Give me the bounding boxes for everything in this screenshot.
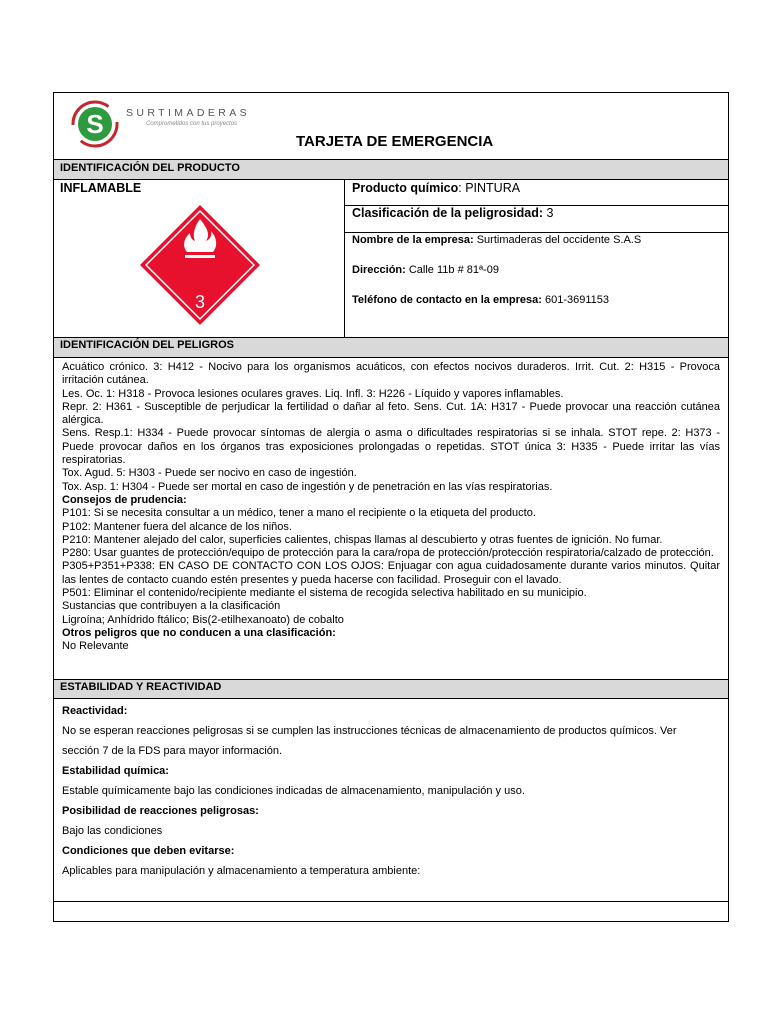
hazard-line: Repr. 2: H361 - Susceptible de perjudicar la fertilidad o dañar al feto. Sens. Cut. 1A: H317 - Puede provocar una reacción cutánea alérgica. [62,400,720,427]
precaution-line: P102: Mantener fuera del alcance de los niños. [62,520,292,533]
phone-value: 601-3691153 [541,294,609,306]
hazard-line: Tox. Agud. 5: H303 - Puede ser nocivo en caso de ingestión. [62,467,357,480]
precaution-line: P101: Si se necesita consultar a un médico, tener a mano el recipiente o la etiqueta del producto. [62,507,536,520]
stability-list [62,701,720,881]
row-divider [344,232,728,233]
hazard-label: INFLAMABLE [60,181,142,195]
address-row [352,264,499,277]
hazard-line: Sens. Resp.1: H334 - Puede provocar síntomas de alergia o asma o dificultades respiratorias si se inhala. STOT repe. 2: H373 - Puede provocar daños en los órganos tras exposiciones prolongadas o repetidas. STOT única 3: H335 - Puede irritar las vías respiratorias. [62,427,720,467]
flammable-placard-icon [138,203,262,327]
company-row [352,234,641,247]
product-section-heading: IDENTIFICACIÓN DEL PRODUCTO [54,159,728,180]
classification-label: Clasificación de la peligrosidad: [352,206,544,220]
surtimaderas-logo-icon [70,99,120,149]
stability-heading: Estabilidad química: [62,765,169,777]
hazard-line: Les. Oc. 1: H318 - Provoca lesiones oculares graves. Liq. Infl. 3: H226 - Líquido y vapores inflamables. [62,387,564,400]
card-header [54,93,728,159]
phone-row [352,294,609,307]
stability-line: Bajo las condiciones [62,825,163,837]
chemical-value: : PINTURA [458,181,521,195]
company-logo [70,99,270,151]
placard-number: 3 [194,292,206,312]
company-value: Surtimaderas del occidente S.A.S [473,234,642,246]
brand-tagline: Comprometidos con tus proyectos [146,121,238,127]
stability-line: sección 7 de la FDS para mayor información. [62,745,283,757]
address-value: Calle 11b # 81ª-09 [405,264,499,276]
page-title: TARJETA DE EMERGENCIA [296,133,494,150]
precaution-line: P280: Usar guantes de protección/equipo de protección para la cara/ropa de protección/protección respiratoria/calzado de protección. [62,547,714,560]
precaution-line: P210: Mantener alejado del calor, superficies calientes, chispas llamas al descubierto y otras fuentes de ignición. No fumar. [62,533,663,546]
brand-name: SURTIMADERAS [126,107,251,119]
emergency-card [53,92,729,922]
precautions-heading: Consejos de prudencia: [62,493,187,506]
stability-line: Estable químicamente bajo las condiciones indicadas de almacenamiento, manipulación y uso. [62,785,525,797]
address-label: Dirección: [352,264,406,276]
hazard-line: Tox. Asp. 1: H304 - Puede ser mortal en caso de ingestión y de penetración en las vías respiratorias. [62,480,553,493]
precaution-line: P305+P351+P338: EN CASO DE CONTACTO CON LOS OJOS: Enjuagar con agua cuidadosamente durante varios minutos. Quitar las lentes de contacto cuando estén presentes y pueda hacerse con facilidad. Proseguir con el lavado. [62,560,720,586]
bottom-row-divider [54,901,728,902]
classification-value: 3 [543,206,554,220]
product-divider [344,180,345,337]
stability-heading: Reactividad: [62,705,128,717]
precaution-line: P501: Eliminar el contenido/recipiente mediante el sistema de recogida selectiva habilitado en su municipio. [62,587,587,600]
classification-row [352,207,553,220]
stability-heading: Condiciones que deben evitarse: [62,845,235,857]
chemical-label: Producto químico [352,181,459,195]
hazard-line: Acuático crónico. 3: H412 - Nocivo para los organismos acuáticos, con efectos nocivos duraderos. Irrit. Cut. 2: H315 - Provoca irritación cutánea. [62,361,720,387]
chemical-row [352,182,520,195]
other-hazards-line: No Relevante [62,640,129,653]
hazards-list [62,361,720,654]
hazards-section-heading: IDENTIFICACIÓN DEL PELIGROS [54,337,728,358]
stability-heading: Posibilidad de reacciones peligrosas: [62,805,259,817]
stability-line: Aplicables para manipulación y almacenamiento a temperatura ambiente: [62,865,421,877]
substances-line: Ligroína; Anhídrido ftálico; Bis(2-etilhexanoato) de cobalto [62,613,344,626]
phone-label: Teléfono de contacto en la empresa: [352,294,542,306]
substances-line: Sustancias que contribuyen a la clasificación [62,600,281,613]
svg-text:S: S [86,109,104,139]
stability-section-heading: ESTABILIDAD Y REACTIVIDAD [54,679,728,699]
company-label: Nombre de la empresa: [352,234,474,246]
stability-line: No se esperan reacciones peligrosas si se cumplen las instrucciones técnicas de almacenamiento de productos químicos. Ver [62,725,677,737]
other-hazards-heading: Otros peligros que no conducen a una clasificación: [62,626,336,639]
